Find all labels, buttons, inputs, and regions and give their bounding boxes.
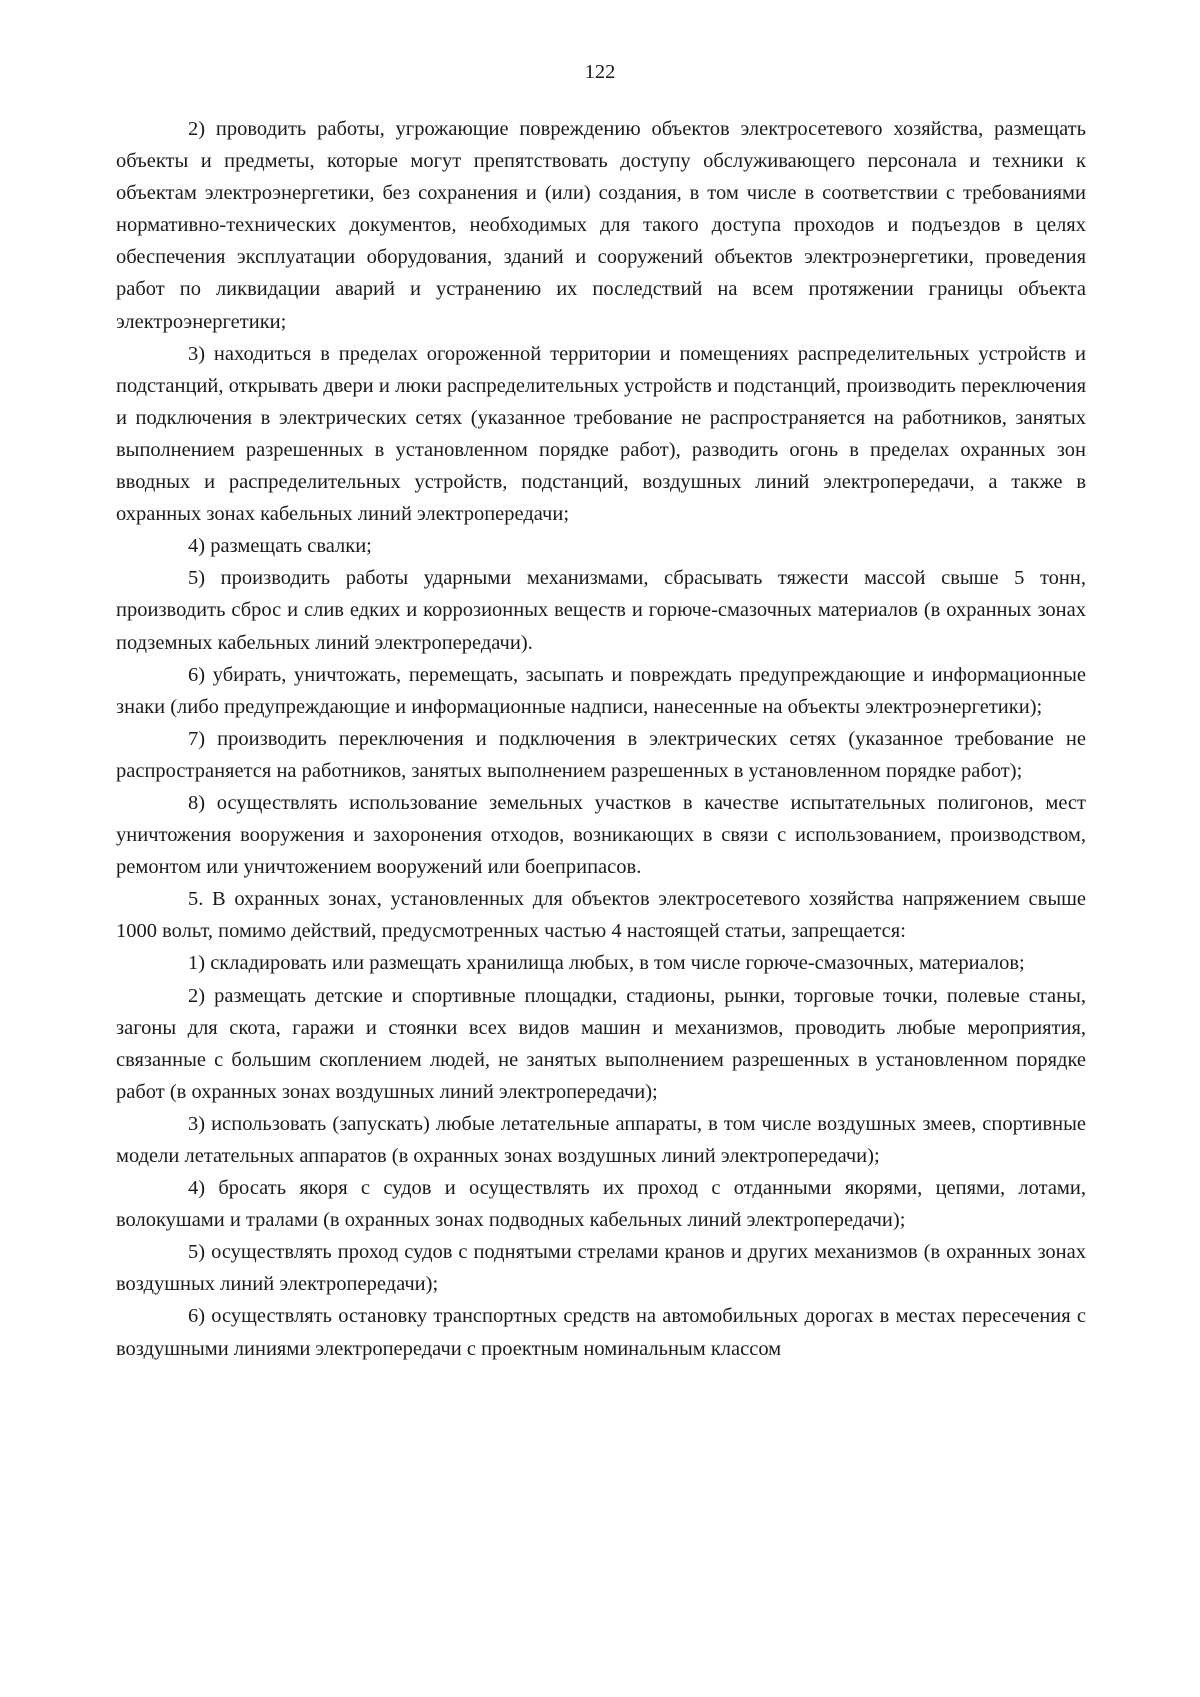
paragraph-item-7-switching: 7) производить переключения и подключения в электрических сетях (указанное требование не распространяется на работников, занятых выполнением разрешенных в установленном порядке работ); bbox=[116, 727, 1086, 782]
paragraph-sub-6-vehicles: 6) осуществлять остановку транспортных средств на автомобильных дорогах в местах пересечения с воздушными линиями электропередачи с проектным номинальным классом bbox=[116, 1305, 1086, 1360]
paragraph-item-4-dumps: 4) размещать свалки; bbox=[188, 535, 372, 558]
document-body bbox=[116, 113, 1086, 1365]
page-number: 122 bbox=[584, 61, 616, 83]
paragraph-sub-2-sites: 2) размещать детские и спортивные площадки, стадионы, рынки, торговые точки, полевые станы, загоны для скота, гаражи и стоянки всех видов машин и механизмов, проводить любые мероприятия, связанные с большим скоплением людей, не занятых выполнением разрешенных в установленном порядке работ (в охранных зонах воздушных линий электропередачи); bbox=[116, 984, 1086, 1103]
paragraph-sub-1-storage: 1) складировать или размещать хранилища любых, в том числе горюче-смазочных, материалов; bbox=[188, 952, 1025, 975]
paragraph-item-6-signs: 6) убирать, уничтожать, перемещать, засыпать и повреждать предупреждающие и информационные знаки (либо предупреждающие и информационные надписи, нанесенные на объекты электроэнергетики); bbox=[116, 663, 1086, 718]
paragraph-sub-4-anchors: 4) бросать якоря с судов и осуществлять их проход с отданными якорями, цепями, лотами, волокушами и тралами (в охранных зонах подводных кабельных линий электропередачи); bbox=[116, 1177, 1086, 1232]
paragraph-sub-3-aircraft: 3) использовать (запускать) любые летательные аппараты, в том числе воздушных змеев, спортивные модели летательных аппаратов (в охранных зонах воздушных линий электропередачи); bbox=[116, 1112, 1086, 1167]
paragraph-section-5-intro: 5. В охранных зонах, установленных для объектов электросетевого хозяйства напряжением свыше 1000 вольт, помимо действий, предусмотренных частью 4 настоящей статьи, запрещается: bbox=[116, 888, 1086, 943]
paragraph-item-3-substations: 3) находиться в пределах огороженной территории и помещениях распределительных устройств и подстанций, открывать двери и люки распределительных устройств и подстанций, производить переключения и подключения в электрических сетях (указанное требование не распространяется на работников, занятых выполнением разрешенных в установленном порядке работ), разводить огонь в пределах охранных зон вводных и распределительных устройств, подстанций, воздушных линий электропередачи, а также в охранных зонах кабельных линий электропередачи; bbox=[116, 342, 1086, 526]
paragraph-item-5-impact-works: 5) производить работы ударными механизмами, сбрасывать тяжести массой свыше 5 тонн, производить сброс и слив едких и коррозионных веществ и горюче-смазочных материалов (в охранных зонах подземных кабельных линий электропередачи). bbox=[116, 567, 1086, 654]
paragraph-item-2-works: 2) проводить работы, угрожающие повреждению объектов электросетевого хозяйства, размещать объекты и предметы, которые могут препятствовать доступу обслуживающего персонала и техники к объектам электроэнергетики, без сохранения и (или) создания, в том числе в соответствии с требованиями нормативно-технических документов, необходимых для такого доступа проходов и подъездов в целях обеспечения эксплуатации оборудования, зданий и сооружений объектов электроэнергетики, проведения работ по ликвидации аварий и устранению их последствий на всем протяжении границы объекта электроэнергетики; bbox=[116, 118, 1086, 333]
paragraph-item-8-land-use: 8) осуществлять использование земельных участков в качестве испытательных полигонов, мест уничтожения вооружения и захоронения отходов, возникающих в связи с использованием, производством, ремонтом или уничтожением вооружений или боеприпасов. bbox=[116, 791, 1086, 879]
paragraph-sub-5-cranes: 5) осуществлять проход судов с поднятыми стрелами кранов и других механизмов (в охранных зонах воздушных линий электропередачи); bbox=[116, 1241, 1086, 1296]
